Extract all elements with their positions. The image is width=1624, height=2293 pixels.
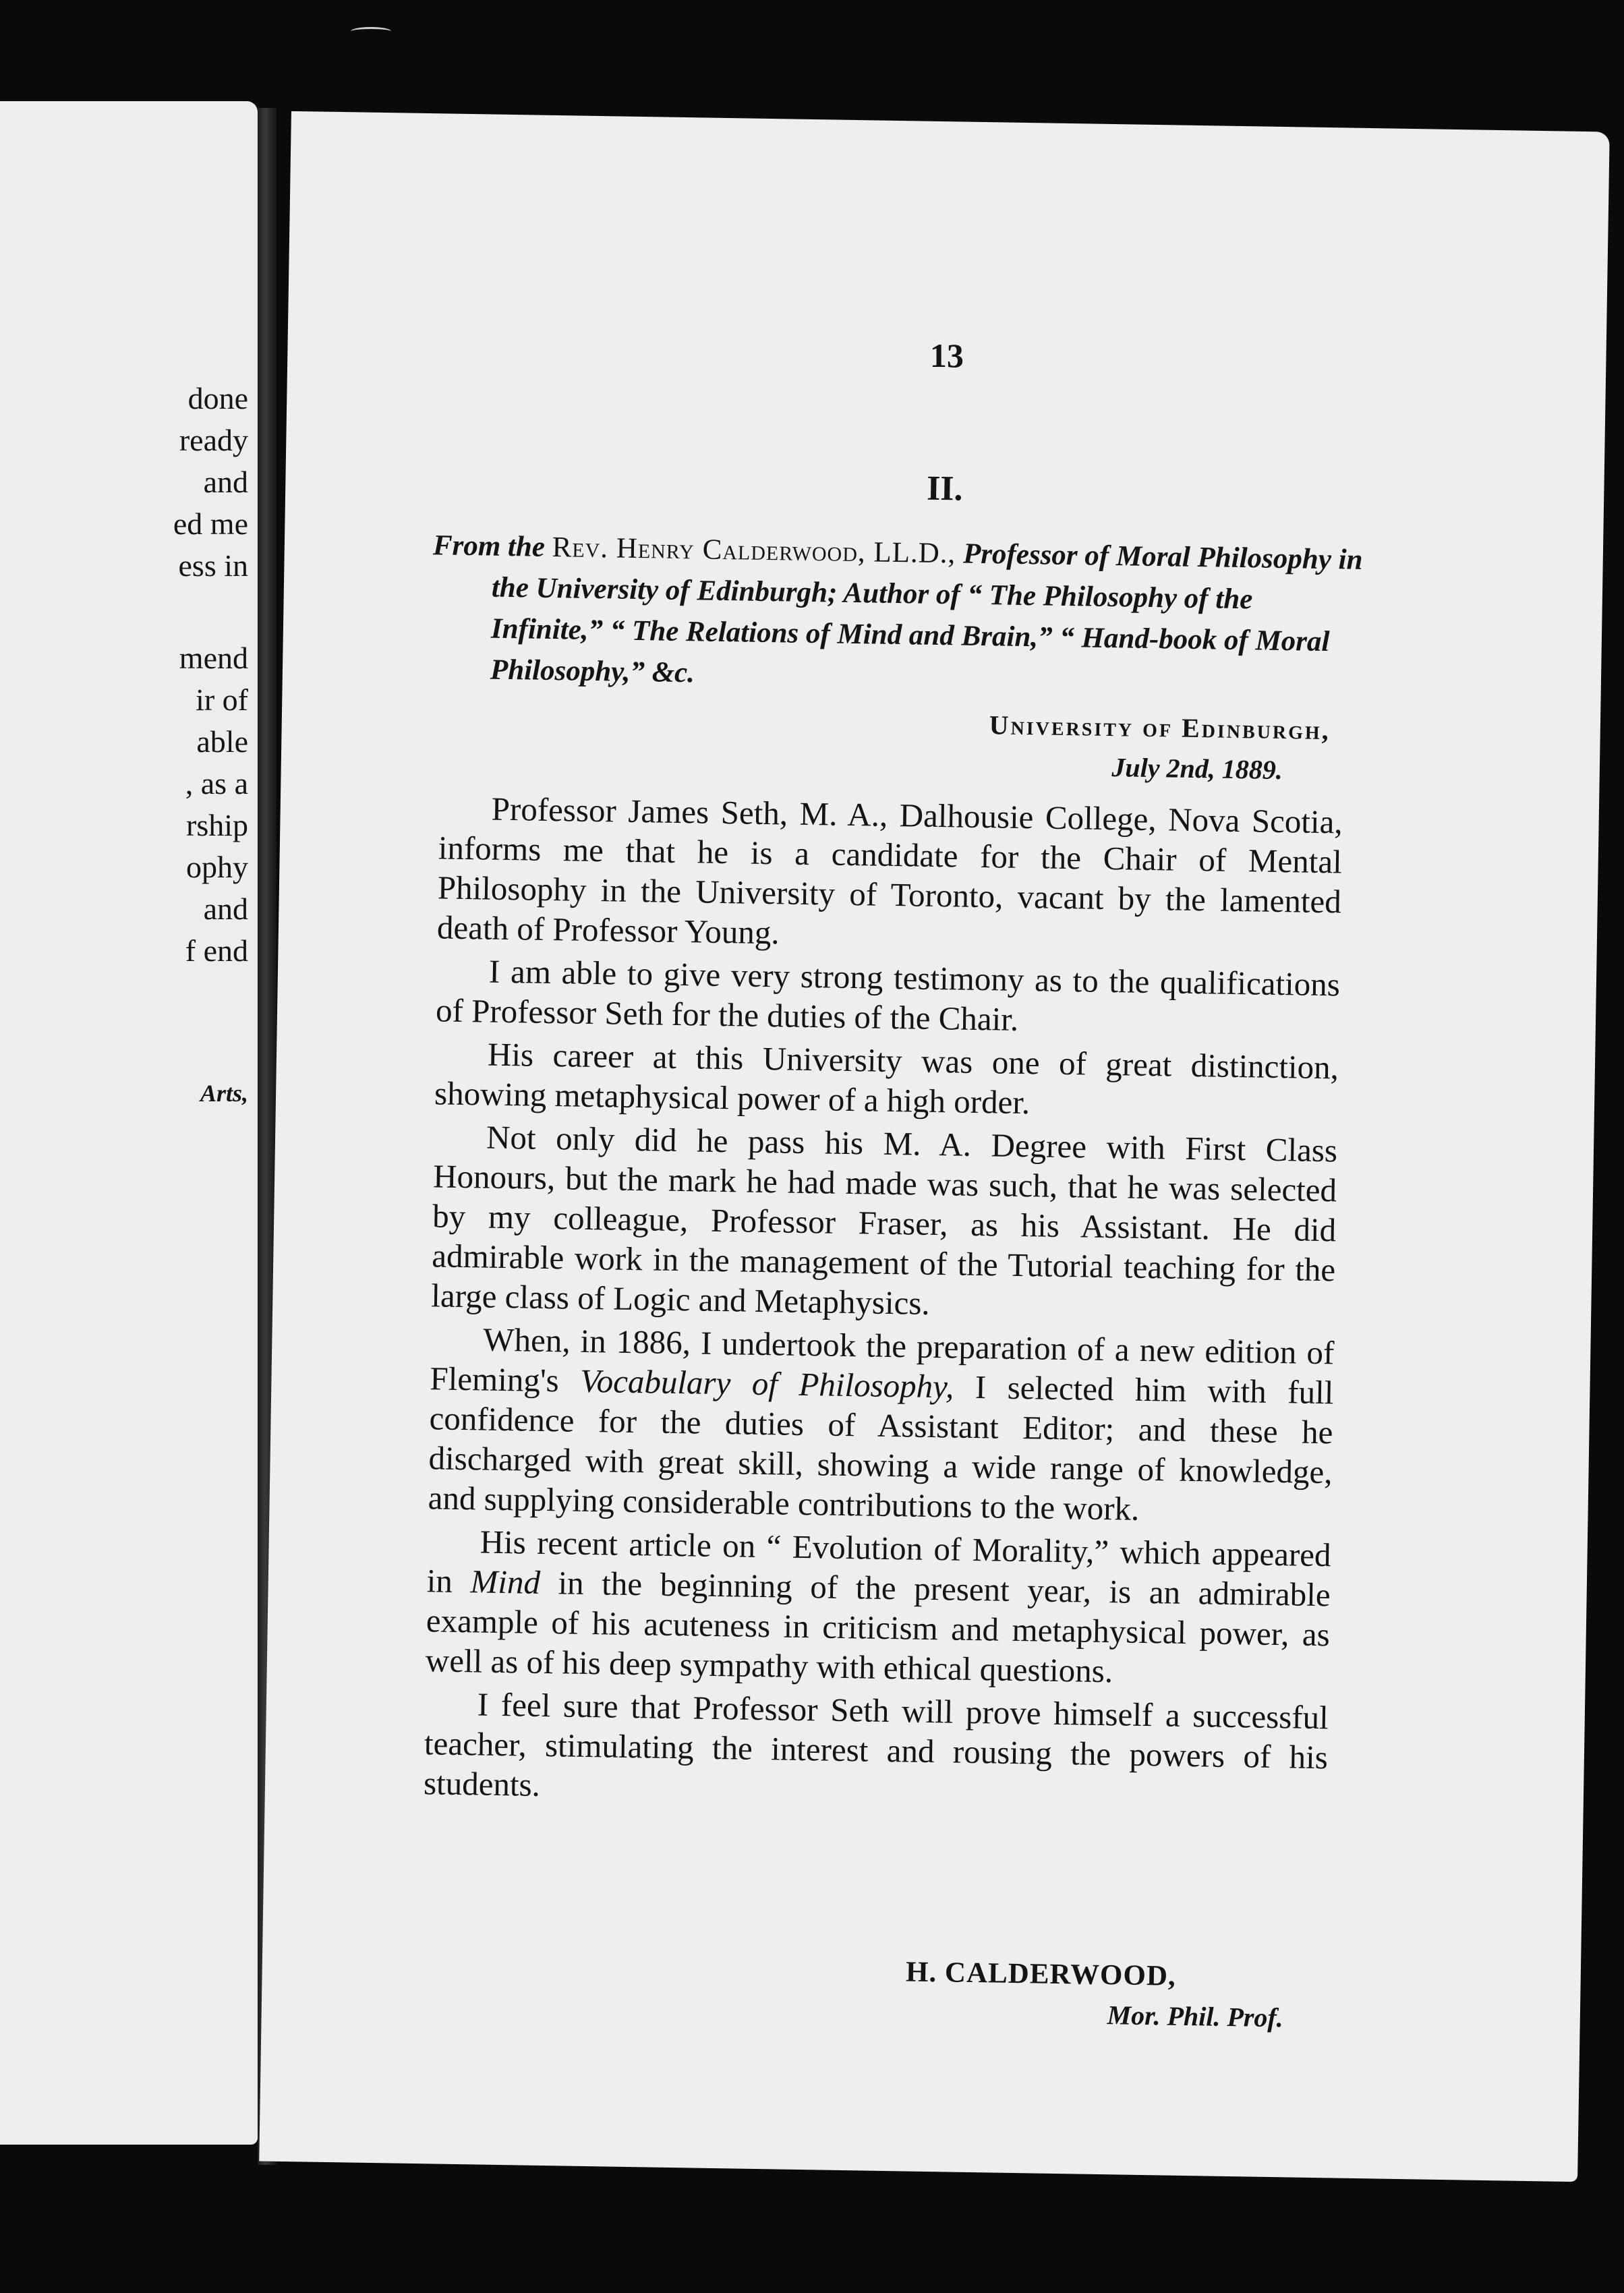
left-fragment: done xyxy=(187,381,248,415)
left-fragment: ir of xyxy=(196,683,248,717)
left-fragment: and xyxy=(203,465,248,499)
heading-name: Rev. Henry Calderwood, LL.D., xyxy=(552,531,956,570)
journal-title: Mind xyxy=(470,1563,541,1601)
left-fragment: able xyxy=(196,724,248,759)
paragraph: I feel sure that Professor Seth will prove himself a successful teacher, stimulating the interest and rousing the powers of his students. xyxy=(423,1685,1329,1803)
letter-date: July 2nd, 1889. xyxy=(1111,752,1283,786)
page-number: 13 xyxy=(929,337,964,375)
left-fragment: Arts, xyxy=(200,1080,248,1107)
letter-body xyxy=(424,788,1343,1820)
left-fragment: mend xyxy=(179,641,248,675)
paragraph xyxy=(428,1318,1334,1532)
paragraph-text: When, in 1886, I undertook the preparation of a new edition of Fleming's xyxy=(430,1320,1335,1399)
paragraph: Not only did he pass his M. A. Degree with First Class Honours, but the mark he had made was such, that he was selected by my colleague, Professor Fraser, as his Assistant. He did admirable work in the management of the Tutorial teaching for the large class of Logic and Metaphysics. xyxy=(431,1118,1338,1322)
paragraph-text: His recent article on “ Evolution of Morality,” which appeared in xyxy=(426,1523,1331,1600)
signature-name: H. CALDERWOOD, xyxy=(905,1956,1177,1992)
affiliation: University of Edinburgh, xyxy=(989,709,1331,746)
left-fragment: ready xyxy=(179,423,248,457)
paragraph-text: I selected him with full confidence for the duties of Assistant Editor; and these he discharged with great skill, showing a wide range of knowledge, and supplying considerable contributions to the work. xyxy=(428,1368,1334,1528)
paragraph: I am able to give very strong testimony as to the qualifications of Professor Seth for the duties of the Chair. xyxy=(435,952,1341,1038)
document-page xyxy=(259,111,1610,2182)
paragraph xyxy=(425,1521,1331,1694)
left-fragment: rship xyxy=(186,808,248,842)
letter-heading xyxy=(431,525,1370,704)
scan-mark xyxy=(351,27,391,36)
facing-page-left xyxy=(0,101,258,2145)
paragraph-text: in the beginning of the present year, is an admirable example of his acuteness in criticism and metaphysical power, as well as of his deep sympathy with ethical questions. xyxy=(425,1563,1331,1690)
section-number: II. xyxy=(926,469,964,509)
book-title: Vocabulary of Philosophy, xyxy=(579,1362,954,1405)
heading-description: Professor of Moral Philosophy in the University of Edinburgh; Author of “ The Philosophy of the Infinite,” “ The Relations of Mind and Brain,” “ Hand-book of Moral Philosophy,” &c. xyxy=(490,538,1363,689)
left-fragment: ed me xyxy=(173,506,248,541)
paragraph: His career at this University was one of great distinction, showing metaphysical power of a high order. xyxy=(434,1035,1339,1122)
left-fragment: ophy xyxy=(186,850,248,884)
left-fragment: f end xyxy=(185,933,248,968)
signature-title: Mor. Phil. Prof. xyxy=(1107,2000,1284,2033)
left-fragment: , as a xyxy=(185,766,248,801)
paragraph: Professor James Seth, M. A., Dalhousie College, Nova Scotia, informs me that he is a candidate for the Chair of Mental Philosophy in the University of Toronto, vacant by the lamented death of Professor Young. xyxy=(436,790,1343,952)
left-fragment: and xyxy=(203,892,248,926)
heading-from: From the xyxy=(432,529,546,563)
left-fragment: ess in xyxy=(178,548,248,583)
